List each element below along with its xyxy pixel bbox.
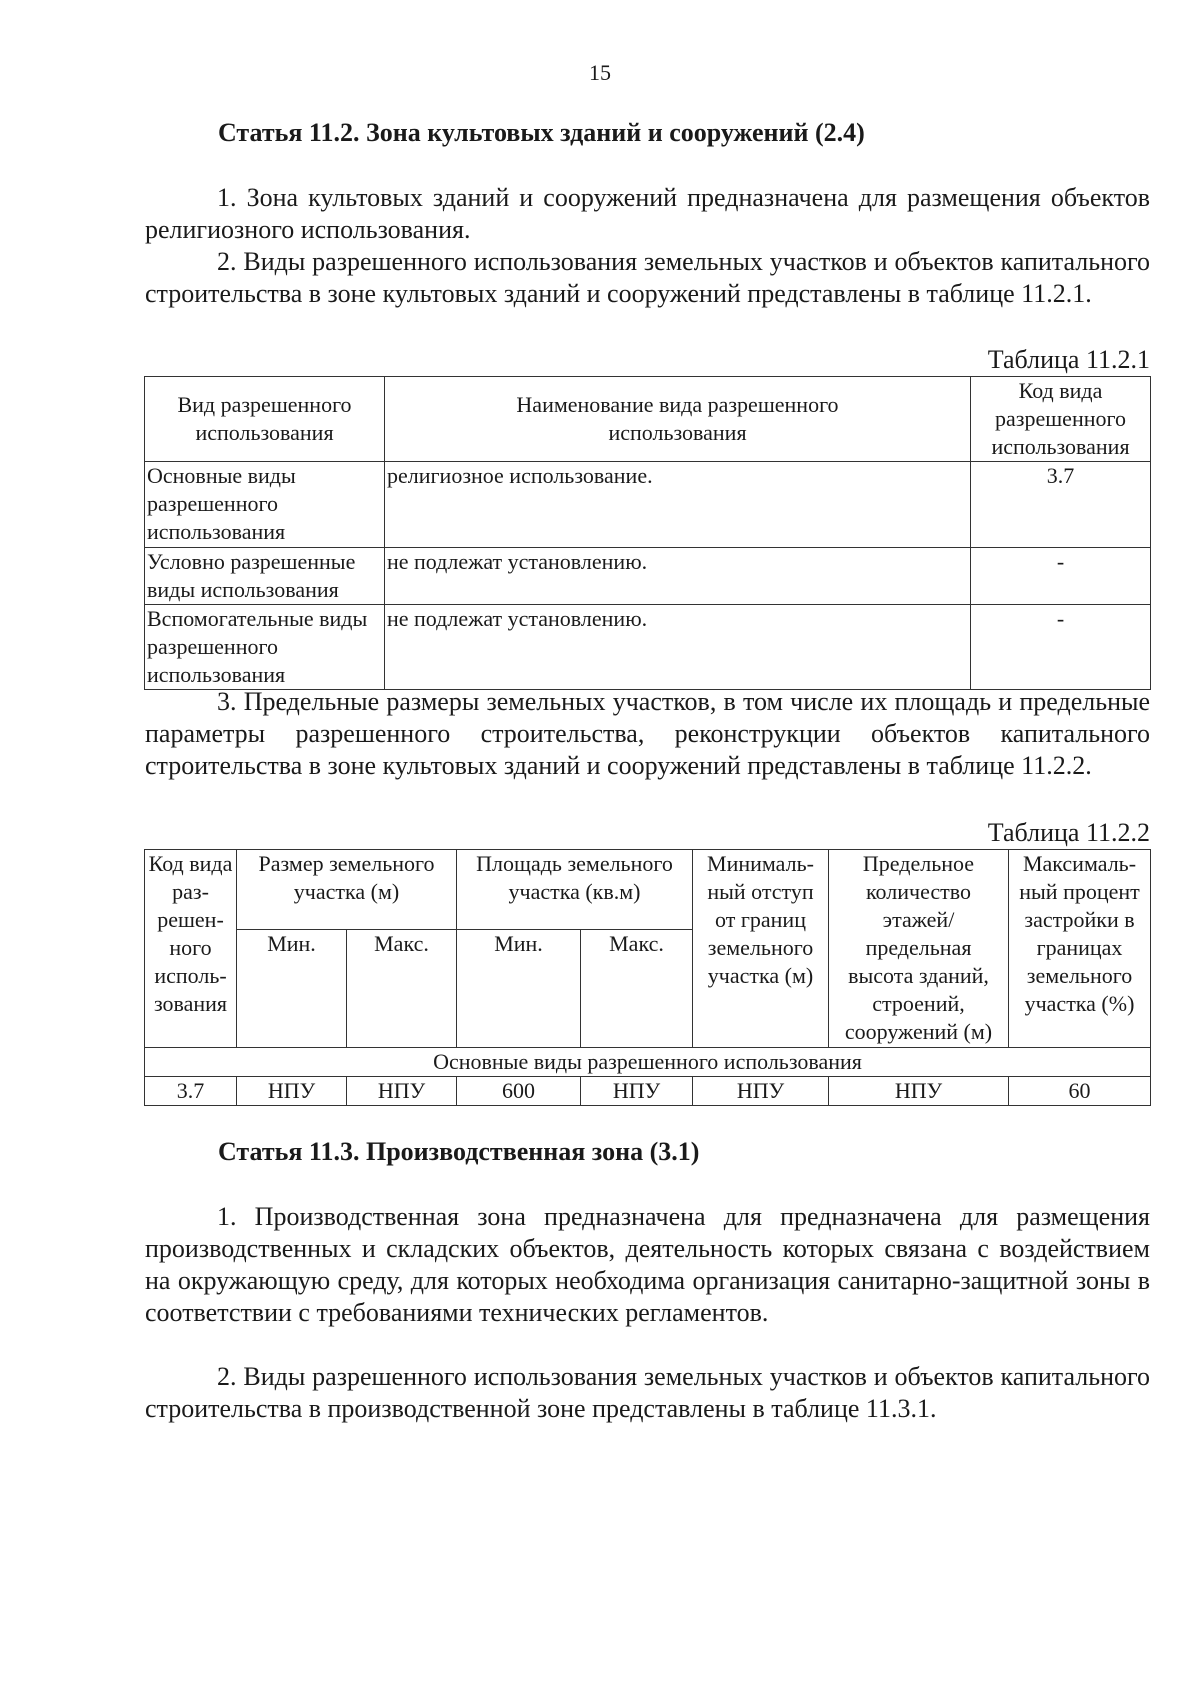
section-label: Основные виды разрешенного использования <box>145 1048 1151 1077</box>
header-code: Код вида раз-решен-ного исполь-зования <box>145 850 237 1048</box>
article-11-3-paragraph-1: 1. Производственная зона предназначена для предназначена для размещения производственных и складских объектов, деятельность которых связана с воздействием на окружающую среду, для которых необходима организация санитарно-защитной зоны в соответствии с требованиями технических регламентов. <box>145 1202 1150 1327</box>
header-plot-size-min: Мин. <box>237 930 347 1048</box>
table-section-row <box>145 1048 1151 1077</box>
article-11-2-paragraph-2: 2. Виды разрешенного использования земельных участков и объектов капитального строительства в зоне культовых зданий и сооружений представлены в таблице 11.2.1. <box>145 247 1150 308</box>
table-header-row <box>145 377 1151 462</box>
article-11-2-paragraph-1: 1. Зона культовых зданий и сооружений предназначена для размещения объектов религиозного использования. <box>145 183 1150 244</box>
header-use-code: Код вида разрешенного использования <box>971 377 1151 462</box>
header-use-name: Наименование вида разрешенного использования <box>385 377 971 462</box>
header-plot-area-min: Мин. <box>457 930 581 1048</box>
cell-plot-area-min: 600 <box>457 1077 581 1106</box>
cell-min-offset: НПУ <box>693 1077 829 1106</box>
table-row <box>145 548 1151 605</box>
table-11-2-1 <box>144 376 1151 690</box>
table-11-2-2 <box>144 849 1151 1106</box>
cell-use-name: религиозное использование. <box>385 462 971 548</box>
article-11-2-heading: Статья 11.2. Зона культовых зданий и сооружений (2.4) <box>218 118 865 147</box>
cell-plot-area-max: НПУ <box>581 1077 693 1106</box>
header-plot-area-max: Макс. <box>581 930 693 1048</box>
cell-plot-size-min: НПУ <box>237 1077 347 1106</box>
header-plot-size-max: Макс. <box>347 930 457 1048</box>
header-max-floors: Предельное количество этажей/ предельная высота зданий, строений, сооружений (м) <box>829 850 1009 1048</box>
cell-use-name: не подлежат установлению. <box>385 605 971 690</box>
cell-use-code: - <box>971 605 1151 690</box>
cell-use-code: - <box>971 548 1151 605</box>
header-plot-size: Размер земельного участка (м) <box>237 850 457 930</box>
header-use-type: Вид разрешенного использования <box>145 377 385 462</box>
cell-use-type: Условно разрешенные виды использования <box>145 548 385 605</box>
table-11-2-2-caption: Таблица 11.2.2 <box>987 818 1150 847</box>
table-row <box>145 462 1151 548</box>
cell-plot-size-max: НПУ <box>347 1077 457 1106</box>
article-11-2-paragraph-3: 3. Предельные размеры земельных участков, в том числе их площадь и предельные параметры разрешенного строительства, реконструкции объектов капитального строительства в зоне культовых зданий и сооружений представлены в таблице 11.2.2. <box>145 687 1150 780</box>
table-row <box>145 605 1151 690</box>
cell-code: 3.7 <box>145 1077 237 1106</box>
table-header-row <box>145 850 1151 930</box>
cell-use-type: Вспомогательные виды разрешенного использования <box>145 605 385 690</box>
table-11-2-1-caption: Таблица 11.2.1 <box>987 345 1150 374</box>
article-11-3-paragraph-2: 2. Виды разрешенного использования земельных участков и объектов капитального строительства в производственной зоне представлены в таблице 11.3.1. <box>145 1362 1150 1423</box>
page-number: 15 <box>589 60 611 85</box>
cell-max-percent: 60 <box>1009 1077 1151 1106</box>
table-row <box>145 1077 1151 1106</box>
cell-use-name: не подлежат установлению. <box>385 548 971 605</box>
cell-max-floors: НПУ <box>829 1077 1009 1106</box>
header-max-percent: Максималь-ный процент застройки в границах земельного участка (%) <box>1009 850 1151 1048</box>
header-min-offset: Минималь-ный отступ от границ земельного участка (м) <box>693 850 829 1048</box>
cell-use-type: Основные виды разрешенного использования <box>145 462 385 548</box>
cell-use-code: 3.7 <box>971 462 1151 548</box>
article-11-3-heading: Статья 11.3. Производственная зона (3.1) <box>218 1137 700 1166</box>
header-plot-area: Площадь земельного участка (кв.м) <box>457 850 693 930</box>
